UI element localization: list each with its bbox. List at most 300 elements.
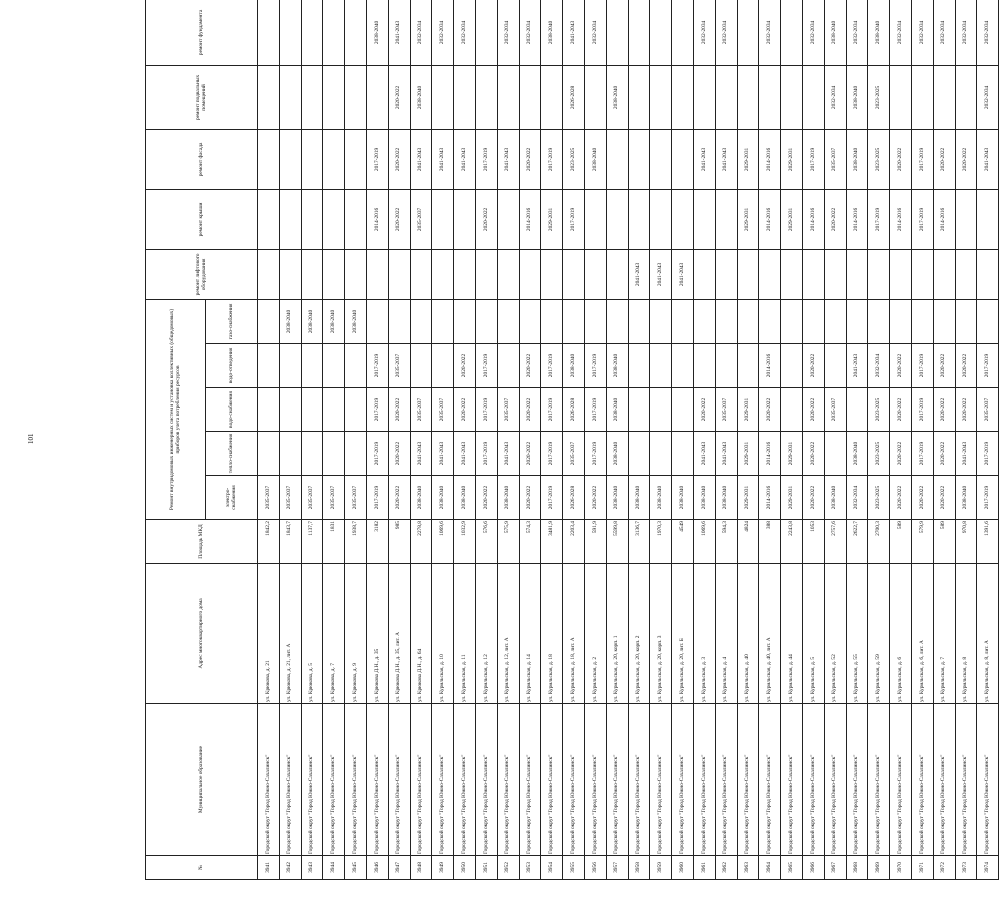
- table-cell: 2032-2034: [977, 65, 999, 129]
- table-cell: 3945: [345, 856, 367, 880]
- table-cell: 2017-2019: [584, 388, 606, 432]
- table-cell: [781, 388, 803, 432]
- table-cell: 2029-2031: [737, 189, 759, 249]
- table-cell: 2035-2037: [258, 476, 280, 520]
- table-cell: 2026-2028: [563, 65, 585, 129]
- table-cell: [672, 0, 694, 65]
- table-cell: ул. Крюкова Д.Н., д. 64: [410, 564, 432, 704]
- table-cell: [628, 344, 650, 388]
- table-cell: 2038-2040: [541, 0, 563, 65]
- table-cell: 3944: [323, 856, 345, 880]
- table-cell: Городской округ "Город Южно-Сахалинск": [475, 704, 497, 856]
- table-row: [388, 0, 410, 880]
- table-cell: Городской округ "Город Южно-Сахалинск": [563, 704, 585, 856]
- table-cell: 1069,6: [432, 520, 454, 564]
- table-cell: 2014-2016: [759, 189, 781, 249]
- table-cell: 2032-2034: [933, 0, 955, 65]
- table-cell: [432, 249, 454, 299]
- table-cell: 2038-2040: [628, 476, 650, 520]
- table-cell: [628, 299, 650, 343]
- table-cell: 2020-2022: [388, 129, 410, 189]
- table-cell: 1970,3: [650, 520, 672, 564]
- col-foundation: ремонт фундамента: [146, 0, 258, 65]
- table-cell: 2017-2019: [911, 388, 933, 432]
- table-cell: 2014-2016: [802, 189, 824, 249]
- table-cell: 2041-2043: [454, 432, 476, 476]
- table-cell: [759, 249, 781, 299]
- table-cell: 2017-2019: [475, 432, 497, 476]
- table-row: [672, 0, 694, 880]
- table-cell: 2032-2034: [824, 65, 846, 129]
- table-cell: [824, 344, 846, 388]
- table-cell: 2020-2022: [955, 388, 977, 432]
- table-cell: 3941: [258, 856, 280, 880]
- table-cell: 2038-2040: [606, 388, 628, 432]
- table-cell: 2020-2022: [955, 344, 977, 388]
- table-cell: [781, 65, 803, 129]
- table-cell: [323, 249, 345, 299]
- table-cell: [802, 65, 824, 129]
- table-cell: ул. Крюкова, д. 9: [345, 564, 367, 704]
- table-cell: [606, 299, 628, 343]
- table-cell: ул. Курильская, д. 52: [824, 564, 846, 704]
- table-row: [366, 0, 388, 880]
- table-cell: 2017-2019: [366, 432, 388, 476]
- table-cell: Городской округ "Город Южно-Сахалинск": [759, 704, 781, 856]
- table-cell: 2017-2019: [584, 432, 606, 476]
- table-cell: [737, 344, 759, 388]
- table-cell: 2020-2022: [388, 476, 410, 520]
- table-cell: 2017-2019: [475, 129, 497, 189]
- table-cell: 2020-2022: [933, 388, 955, 432]
- table-cell: 3966: [802, 856, 824, 880]
- table-cell: 2041-2043: [563, 0, 585, 65]
- table-cell: 1137,7: [301, 520, 323, 564]
- table-cell: 2203,4: [563, 520, 585, 564]
- table-row: [410, 0, 432, 880]
- table-cell: 2032-2034: [911, 0, 933, 65]
- table-cell: [977, 189, 999, 249]
- table-cell: [584, 249, 606, 299]
- table-cell: 2029-2031: [781, 129, 803, 189]
- table-cell: 2014-2016: [933, 189, 955, 249]
- table-cell: 2035-2037: [824, 129, 846, 189]
- table-cell: [628, 129, 650, 189]
- table-cell: 3957: [606, 856, 628, 880]
- col-group-engineering: Ремонт внутридомовых инженерных систем и установка коллективных (общедомовых) приборов учета потребления ресурсов: [146, 299, 206, 519]
- table-cell: [323, 0, 345, 65]
- table-cell: Городской округ "Город Южно-Сахалинск": [737, 704, 759, 856]
- table-cell: 2038-2040: [824, 476, 846, 520]
- table-cell: 2029-2031: [737, 476, 759, 520]
- table-cell: 970,8: [955, 520, 977, 564]
- table-cell: [781, 344, 803, 388]
- table-cell: [955, 299, 977, 343]
- table-cell: 2014-2016: [759, 432, 781, 476]
- table-row: [563, 0, 585, 880]
- table-cell: 2038-2040: [432, 476, 454, 520]
- table-cell: 2038-2040: [650, 476, 672, 520]
- table-cell: [672, 129, 694, 189]
- table-cell: 2038-2040: [454, 476, 476, 520]
- table-cell: 5599,8: [606, 520, 628, 564]
- table-cell: 2035-2037: [563, 432, 585, 476]
- table-cell: [650, 0, 672, 65]
- col-electro: электро-снабжения: [206, 476, 258, 520]
- col-roof: ремонт крыши: [146, 189, 258, 249]
- table-cell: [759, 299, 781, 343]
- table-cell: 2020-2022: [890, 476, 912, 520]
- table-cell: 3956: [584, 856, 606, 880]
- table-cell: 2035-2037: [410, 388, 432, 432]
- table-cell: 2020-2022: [693, 388, 715, 432]
- table-cell: [846, 388, 868, 432]
- table-cell: [933, 299, 955, 343]
- table-cell: [890, 65, 912, 129]
- table-cell: [497, 344, 519, 388]
- table-cell: 2020-2022: [933, 344, 955, 388]
- table-cell: 2029-2031: [781, 476, 803, 520]
- table-cell: 2023-2025: [563, 129, 585, 189]
- col-sewer: водо-отведения: [206, 344, 258, 388]
- table-cell: 3961: [693, 856, 715, 880]
- table-cell: 1831: [323, 520, 345, 564]
- table-cell: 2020-2022: [890, 432, 912, 476]
- table-cell: [454, 189, 476, 249]
- table-cell: Городской округ "Город Южно-Сахалинск": [323, 704, 345, 856]
- table-cell: [258, 432, 280, 476]
- table-row: [890, 0, 912, 880]
- table-cell: 3948: [410, 856, 432, 880]
- table-cell: [715, 344, 737, 388]
- table-cell: 2014-2016: [366, 189, 388, 249]
- table-cell: [410, 344, 432, 388]
- table-cell: [541, 299, 563, 343]
- table-cell: 3943: [301, 856, 323, 880]
- table-cell: 2023-2025: [868, 476, 890, 520]
- table-cell: 2032-2034: [759, 0, 781, 65]
- table-cell: [497, 249, 519, 299]
- table-cell: 2017-2019: [911, 344, 933, 388]
- table-cell: [345, 432, 367, 476]
- table-cell: 2017-2019: [541, 388, 563, 432]
- table-row: [824, 0, 846, 880]
- table-cell: ул. Крюкова, д. 21, лит. А: [279, 564, 301, 704]
- table-row: [345, 0, 367, 880]
- table-cell: [497, 65, 519, 129]
- table-cell: ул. Курильская, д. 5: [802, 564, 824, 704]
- table-cell: [279, 344, 301, 388]
- table-cell: ул. Курильская, д. 7: [933, 564, 955, 704]
- table-cell: 2032-2034: [497, 0, 519, 65]
- table-row: [258, 0, 280, 880]
- table-cell: ул. Курильская, д. 20, корп. 1: [606, 564, 628, 704]
- table-cell: 2020-2022: [584, 476, 606, 520]
- col-water: водо-снабжения: [206, 388, 258, 432]
- table-row: [911, 0, 933, 880]
- table-cell: [737, 0, 759, 65]
- table-cell: [628, 0, 650, 65]
- page-number: 101: [27, 433, 35, 444]
- table-cell: 2038-2040: [366, 0, 388, 65]
- table-cell: 2014-2016: [846, 189, 868, 249]
- table-cell: 2041-2043: [977, 129, 999, 189]
- table-cell: 2038-2040: [606, 65, 628, 129]
- table-cell: 2038-2040: [345, 299, 367, 343]
- table-cell: 2017-2019: [475, 388, 497, 432]
- table-cell: Городской округ "Город Южно-Сахалинск": [279, 704, 301, 856]
- table-cell: 2041-2043: [672, 249, 694, 299]
- table-cell: Городской округ "Город Южно-Сахалинск": [715, 704, 737, 856]
- table-cell: [345, 189, 367, 249]
- table-cell: 3970: [890, 856, 912, 880]
- repair-schedule-table: [145, 0, 999, 880]
- table-cell: [519, 65, 541, 129]
- table-cell: 2038-2040: [301, 299, 323, 343]
- table-cell: ул. Курильская, д. 18, лит. А: [563, 564, 585, 704]
- table-cell: [258, 65, 280, 129]
- table-cell: Городской округ "Город Южно-Сахалинск": [258, 704, 280, 856]
- table-cell: Городской округ "Город Южно-Сахалинск": [693, 704, 715, 856]
- table-cell: [824, 432, 846, 476]
- table-cell: 2029-2031: [781, 432, 803, 476]
- table-cell: [846, 299, 868, 343]
- table-row: [475, 0, 497, 880]
- table-cell: 2035-2037: [388, 344, 410, 388]
- table-cell: 2032-2034: [977, 0, 999, 65]
- table-row: [759, 0, 781, 880]
- table-row: [802, 0, 824, 880]
- table-cell: 2038-2040: [846, 432, 868, 476]
- table-cell: 2038-2040: [279, 299, 301, 343]
- rotated-page: [145, 0, 990, 880]
- table-cell: 2035-2037: [497, 388, 519, 432]
- table-cell: 2026-2028: [563, 388, 585, 432]
- table-cell: 589: [890, 520, 912, 564]
- table-cell: 3963: [737, 856, 759, 880]
- table-cell: 2017-2019: [911, 129, 933, 189]
- table-cell: 2017-2019: [977, 344, 999, 388]
- table-cell: [541, 249, 563, 299]
- table-cell: 3958: [628, 856, 650, 880]
- table-cell: ул. Курильская, д. 11: [454, 564, 476, 704]
- table-cell: 2032-2034: [519, 0, 541, 65]
- table-cell: 3947: [388, 856, 410, 880]
- table-cell: 2017-2019: [541, 344, 563, 388]
- table-cell: 2035-2037: [301, 476, 323, 520]
- table-cell: 2032-2034: [846, 476, 868, 520]
- table-cell: 2038-2040: [410, 476, 432, 520]
- table-row: [432, 0, 454, 880]
- table-cell: 2017-2019: [584, 344, 606, 388]
- table-cell: [258, 249, 280, 299]
- table-cell: 2032-2034: [410, 0, 432, 65]
- table-cell: 3969: [868, 856, 890, 880]
- table-cell: 2017-2019: [366, 129, 388, 189]
- table-cell: 2020-2022: [454, 388, 476, 432]
- table-cell: [672, 388, 694, 432]
- table-cell: [345, 249, 367, 299]
- table-cell: Городской округ "Город Южно-Сахалинск": [628, 704, 650, 856]
- table-cell: [345, 65, 367, 129]
- table-cell: 2020-2022: [388, 189, 410, 249]
- table-cell: [693, 344, 715, 388]
- table-cell: Городской округ "Город Южно-Сахалинск": [345, 704, 367, 856]
- table-row: [323, 0, 345, 880]
- table-cell: [868, 249, 890, 299]
- col-basement: ремонт подвальных помещений: [146, 65, 258, 129]
- table-cell: 2041-2043: [955, 432, 977, 476]
- table-cell: [301, 432, 323, 476]
- table-cell: Городской округ "Город Южно-Сахалинск": [955, 704, 977, 856]
- table-cell: [258, 388, 280, 432]
- table-cell: Городской округ "Город Южно-Сахалинск": [541, 704, 563, 856]
- table-cell: 4824: [737, 520, 759, 564]
- table-cell: 2029-2031: [737, 129, 759, 189]
- table-cell: 2017-2019: [541, 476, 563, 520]
- table-cell: ул. Курильская, д. 55: [846, 564, 868, 704]
- table-cell: 2278,8: [410, 520, 432, 564]
- table-cell: [781, 299, 803, 343]
- table-cell: 3951: [475, 856, 497, 880]
- table-cell: 3971: [911, 856, 933, 880]
- table-cell: [824, 299, 846, 343]
- table-cell: 2020-2022: [802, 388, 824, 432]
- table-cell: 2020-2022: [519, 344, 541, 388]
- table-cell: Городской округ "Город Южно-Сахалинск": [802, 704, 824, 856]
- table-cell: 2038-2040: [955, 476, 977, 520]
- table-cell: 576,6: [475, 520, 497, 564]
- table-cell: [323, 129, 345, 189]
- table-cell: 2020-2022: [890, 129, 912, 189]
- table-cell: ул. Крюкова Д.Н., д. 35: [366, 564, 388, 704]
- table-cell: [802, 299, 824, 343]
- table-cell: 2035-2037: [323, 476, 345, 520]
- table-cell: 3950: [454, 856, 476, 880]
- table-cell: 4549: [672, 520, 694, 564]
- table-cell: [650, 432, 672, 476]
- table-cell: 2020-2022: [519, 129, 541, 189]
- table-cell: [475, 299, 497, 343]
- table-cell: Городской округ "Город Южно-Сахалинск": [519, 704, 541, 856]
- table-cell: [781, 249, 803, 299]
- table-cell: [475, 249, 497, 299]
- table-cell: [737, 299, 759, 343]
- table-cell: [301, 189, 323, 249]
- table-cell: [454, 65, 476, 129]
- table-cell: 2032-2034: [715, 0, 737, 65]
- table-cell: 2020-2022: [802, 432, 824, 476]
- table-cell: 2020-2022: [802, 344, 824, 388]
- table-cell: [345, 344, 367, 388]
- table-cell: 2038-2040: [868, 0, 890, 65]
- table-cell: [301, 129, 323, 189]
- table-cell: 3954: [541, 856, 563, 880]
- table-cell: Городской округ "Город Южно-Сахалинск": [301, 704, 323, 856]
- table-cell: ул. Курильская, д. 59: [868, 564, 890, 704]
- table-cell: [628, 189, 650, 249]
- table-cell: 2038-2040: [672, 476, 694, 520]
- table-cell: 2020-2022: [955, 129, 977, 189]
- table-cell: 2029-2031: [781, 189, 803, 249]
- table-cell: Городской округ "Город Южно-Сахалинск": [454, 704, 476, 856]
- table-cell: 2035-2037: [715, 388, 737, 432]
- table-cell: 2017-2019: [475, 344, 497, 388]
- table-row: [519, 0, 541, 880]
- table-cell: Городской округ "Город Южно-Сахалинск": [606, 704, 628, 856]
- table-cell: 1842,2: [258, 520, 280, 564]
- table-cell: [301, 65, 323, 129]
- table-cell: 2038-2040: [606, 344, 628, 388]
- table-row: [846, 0, 868, 880]
- table-cell: 574,3: [519, 520, 541, 564]
- table-cell: 591,9: [584, 520, 606, 564]
- table-cell: [802, 249, 824, 299]
- table-cell: 2032-2034: [584, 0, 606, 65]
- table-cell: 2035-2037: [432, 388, 454, 432]
- table-cell: [650, 189, 672, 249]
- table-cell: [737, 249, 759, 299]
- table-cell: 2017-2019: [541, 129, 563, 189]
- col-facade: ремонт фасада: [146, 129, 258, 189]
- table-cell: [890, 249, 912, 299]
- table-cell: [388, 249, 410, 299]
- table-cell: 2020-2022: [759, 388, 781, 432]
- table-cell: 2014-2016: [759, 344, 781, 388]
- table-cell: 2017-2019: [563, 189, 585, 249]
- table-cell: 3967: [824, 856, 846, 880]
- table-cell: 3959: [650, 856, 672, 880]
- table-cell: Городской округ "Город Южно-Сахалинск": [497, 704, 519, 856]
- table-cell: 3136,7: [628, 520, 650, 564]
- table-cell: 3968: [846, 856, 868, 880]
- table-cell: 2020-2022: [933, 476, 955, 520]
- table-cell: 2032-2034: [454, 0, 476, 65]
- table-cell: [323, 65, 345, 129]
- table-cell: 2041-2043: [454, 129, 476, 189]
- table-cell: [563, 249, 585, 299]
- table-cell: [824, 249, 846, 299]
- table-cell: [301, 388, 323, 432]
- table-cell: [672, 344, 694, 388]
- table-cell: 2038-2040: [410, 65, 432, 129]
- table-row: [650, 0, 672, 880]
- table-cell: ул. Курильская, д. 8, лит. А: [977, 564, 999, 704]
- table-cell: Городской округ "Город Южно-Сахалинск": [650, 704, 672, 856]
- table-cell: ул. Крюкова, д. 21: [258, 564, 280, 704]
- table-cell: ул. Курильская, д. 12: [475, 564, 497, 704]
- table-cell: [519, 249, 541, 299]
- table-cell: Городской округ "Город Южно-Сахалинск": [366, 704, 388, 856]
- table-row: [606, 0, 628, 880]
- table-cell: 3962: [715, 856, 737, 880]
- table-cell: 2041-2043: [693, 432, 715, 476]
- table-cell: 3955: [563, 856, 585, 880]
- table-cell: 2020-2022: [388, 432, 410, 476]
- table-cell: [606, 0, 628, 65]
- table-row: [541, 0, 563, 880]
- table-cell: 2020-2022: [519, 432, 541, 476]
- table-cell: Городской округ "Город Южно-Сахалинск": [846, 704, 868, 856]
- table-cell: [388, 299, 410, 343]
- table-cell: [432, 299, 454, 343]
- table-cell: [563, 299, 585, 343]
- table-cell: [258, 299, 280, 343]
- table-cell: [672, 299, 694, 343]
- table-cell: 1032,9: [454, 520, 476, 564]
- table-cell: [715, 249, 737, 299]
- table-cell: [323, 344, 345, 388]
